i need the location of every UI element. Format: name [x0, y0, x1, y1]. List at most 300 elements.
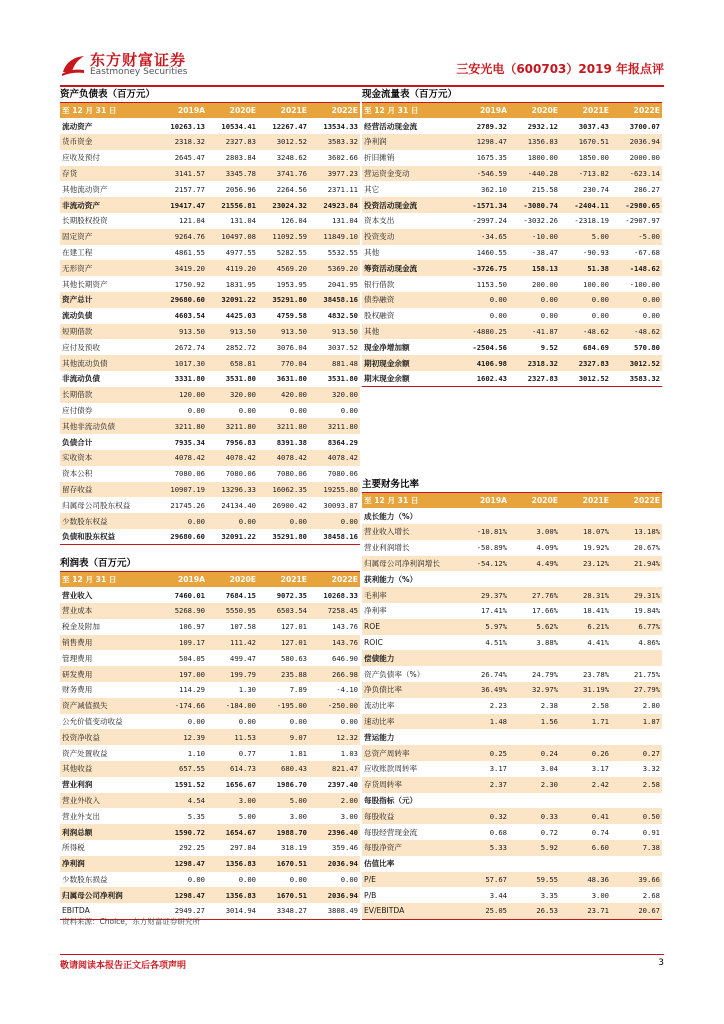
row-value: 2.30	[509, 777, 560, 793]
row-value: 48.36	[560, 872, 611, 888]
row-value	[458, 571, 509, 587]
row-value: 4977.55	[225, 248, 256, 258]
row-value: 0.00	[289, 717, 307, 727]
row-value: 127.01	[258, 635, 309, 651]
table-row	[362, 134, 662, 150]
row-label: 归属母公司股东权益	[62, 500, 131, 510]
row-value: 0.00	[238, 717, 256, 727]
row-label: 净负债比率	[362, 682, 458, 698]
row-value: 0.26	[560, 745, 611, 761]
row-label: 营业成本	[60, 603, 156, 619]
row-label: 折旧摊销	[364, 153, 395, 163]
page-header	[60, 46, 664, 84]
row-label: 投资变动	[362, 229, 458, 245]
table-row	[362, 556, 662, 572]
table-row	[60, 450, 360, 466]
row-value: 1953.95	[276, 279, 307, 289]
table-row	[60, 808, 360, 824]
row-value: 100.00	[583, 279, 609, 289]
row-value: 2.58	[591, 701, 609, 711]
row-value: -100.00	[629, 279, 660, 289]
row-value	[509, 856, 560, 872]
row-value: 0.00	[340, 406, 358, 416]
row-value: -3032.26	[523, 216, 558, 226]
row-value: 2852.72	[225, 342, 256, 352]
row-value: 0.00	[156, 513, 207, 529]
row-value	[560, 650, 611, 666]
table-row	[362, 181, 662, 197]
row-label: 期初现金余额	[362, 355, 458, 371]
row-value: 12.32	[309, 729, 360, 745]
row-label: P/B	[364, 890, 377, 900]
cash-flow-title: 现金流量表（百万元）	[362, 89, 458, 100]
row-label: 资产总计	[60, 292, 156, 308]
row-value: 9264.76	[156, 229, 207, 245]
table-row	[60, 324, 360, 340]
row-value: 2672.74	[174, 342, 205, 352]
row-value: 8391.38	[276, 437, 307, 447]
row-label: 营运资金变动	[362, 166, 458, 182]
row-value: 3.32	[642, 764, 660, 774]
row-label: 归属母公司净利润	[60, 887, 156, 903]
row-label: 银行借款	[364, 279, 395, 289]
row-value: 29680.60	[170, 532, 205, 542]
row-value: 684.69	[583, 342, 609, 352]
row-value: 2371.11	[327, 184, 358, 194]
row-value: 11.53	[207, 729, 258, 745]
column-header-date: 至 12 月 31 日	[362, 103, 458, 119]
row-value: 0.00	[289, 406, 307, 416]
row-value: 3808.49	[327, 906, 358, 916]
row-value: 3211.80	[156, 418, 207, 434]
row-value: -50.89%	[476, 543, 507, 553]
row-label: 其他	[364, 248, 380, 258]
row-value: 614.73	[207, 761, 258, 777]
row-value: 2932.12	[527, 121, 558, 131]
row-value: 5.97%	[458, 619, 509, 635]
table-row	[60, 166, 360, 182]
table-row	[362, 540, 662, 556]
table-row	[60, 793, 360, 809]
row-value: 3012.52	[578, 374, 609, 384]
row-value: 2949.27	[174, 906, 205, 916]
cash-flow-table	[362, 102, 662, 387]
row-value: 0.00	[458, 292, 509, 308]
table-row	[362, 229, 662, 245]
row-value: 6.60	[560, 840, 611, 856]
row-value: 0.00	[207, 513, 258, 529]
ratios-table	[362, 492, 662, 920]
row-value: 1602.43	[476, 374, 507, 384]
row-label: 研发费用	[60, 666, 156, 682]
row-value: 1656.67	[225, 780, 256, 790]
row-value: 35291.80	[258, 292, 309, 308]
row-value: 821.47	[309, 761, 360, 777]
row-value	[560, 793, 611, 809]
table-row	[362, 245, 662, 261]
row-value: 4.54	[156, 793, 207, 809]
row-value: 127.01	[281, 622, 307, 632]
table-row	[60, 387, 360, 403]
row-value: 3.17	[591, 764, 609, 774]
row-value: -2404.11	[560, 197, 611, 213]
balance-sheet-section	[60, 88, 360, 545]
balance-sheet-table	[60, 102, 360, 545]
table-row	[60, 497, 360, 513]
row-value: 21745.26	[170, 500, 205, 510]
row-value: 0.00	[340, 875, 358, 885]
row-label: 长期借款	[60, 387, 156, 403]
row-value: 32091.22	[221, 532, 256, 542]
row-value: 1356.83	[509, 134, 560, 150]
row-value: 131.04	[230, 216, 256, 226]
row-value: 11092.59	[258, 229, 309, 245]
row-value: 4.41%	[587, 638, 609, 648]
table-row	[362, 276, 662, 292]
row-value: 0.00	[238, 875, 256, 885]
footer-divider	[60, 954, 664, 955]
row-value: 2.68	[642, 890, 660, 900]
row-value: -2907.97	[625, 216, 660, 226]
row-value: 1.30	[238, 685, 256, 695]
row-value: 121.04	[179, 216, 205, 226]
row-label: 净利润	[362, 134, 458, 150]
row-value: 0.41	[560, 808, 611, 824]
row-value: 5.62%	[509, 619, 560, 635]
row-value	[509, 508, 560, 524]
column-header-year: 2020E	[509, 493, 560, 509]
row-value: 12.39	[156, 729, 207, 745]
row-value: 320.00	[309, 387, 360, 403]
row-value: 24.79%	[532, 669, 558, 679]
row-value: 504.05	[179, 653, 205, 663]
table-row	[362, 887, 662, 903]
column-header-year: 2021E	[258, 103, 309, 119]
table-row	[60, 856, 360, 872]
row-value: -3726.75	[458, 260, 509, 276]
row-value: 3211.80	[309, 418, 360, 434]
row-value: -5.00	[611, 229, 662, 245]
row-value: 2264.56	[276, 184, 307, 194]
row-value: 17.66%	[532, 606, 558, 616]
row-value	[560, 508, 611, 524]
row-value: 4759.58	[276, 311, 307, 321]
table-row	[362, 260, 662, 276]
column-header-year: 2019A	[458, 493, 509, 509]
row-value: 19417.47	[156, 197, 207, 213]
row-value	[611, 793, 662, 809]
row-value: 5.00	[258, 793, 309, 809]
row-value: 5550.95	[207, 603, 258, 619]
row-value: 39.66	[611, 872, 662, 888]
row-value: 0.91	[642, 827, 660, 837]
row-value: 4832.50	[327, 311, 358, 321]
row-value: 2803.84	[225, 153, 256, 163]
row-value: 5268.90	[156, 603, 207, 619]
table-row	[60, 213, 360, 229]
table-row	[60, 118, 360, 134]
row-value: 3.88%	[536, 638, 558, 648]
row-value: 3583.32	[309, 134, 360, 150]
row-value: 7080.06	[174, 469, 205, 479]
row-label: 每股收益	[362, 808, 458, 824]
column-header-date: 至 12 月 31 日	[60, 103, 156, 119]
row-value: 18.41%	[583, 606, 609, 616]
row-label: 少数股东权益	[60, 513, 156, 529]
row-value: 1153.50	[476, 279, 507, 289]
table-row	[60, 682, 360, 698]
row-value: 3.00	[207, 793, 258, 809]
row-value: 0.00	[611, 292, 662, 308]
table-header-row	[362, 493, 662, 509]
row-label: 无形资产	[60, 260, 156, 276]
row-value: 2056.96	[225, 184, 256, 194]
table-row	[60, 134, 360, 150]
row-value: 27.79%	[611, 682, 662, 698]
row-value: 1017.30	[156, 355, 207, 371]
row-value: 38458.16	[323, 532, 358, 542]
row-value: -195.00	[258, 698, 309, 714]
row-value: 0.00	[187, 875, 205, 885]
row-label: 营业收入增长	[362, 524, 458, 540]
row-value: 19255.80	[309, 482, 360, 498]
row-value: 1750.92	[174, 279, 205, 289]
row-value	[458, 729, 509, 745]
table-row	[60, 872, 360, 888]
row-value: 1670.51	[560, 134, 611, 150]
row-value	[509, 729, 560, 745]
table-row	[60, 729, 360, 745]
row-value: 4106.98	[458, 355, 509, 371]
column-header-year: 2020E	[207, 103, 258, 119]
row-value: 3037.52	[327, 342, 358, 352]
table-row	[60, 635, 360, 651]
row-value: 2318.32	[509, 355, 560, 371]
row-value: 21556.81	[207, 197, 258, 213]
row-value: 28.31%	[560, 587, 611, 603]
row-value: -440.28	[509, 166, 560, 182]
row-value: 658.81	[207, 355, 258, 371]
table-row	[362, 118, 662, 134]
row-value: 1356.83	[207, 887, 258, 903]
row-value: 0.00	[238, 406, 256, 416]
row-value: 16062.35	[258, 482, 309, 498]
row-value: 2327.83	[560, 355, 611, 371]
row-value: 3076.04	[276, 342, 307, 352]
row-value: -34.65	[458, 229, 509, 245]
row-value: 143.76	[332, 622, 358, 632]
row-value	[458, 508, 509, 524]
row-value: 3348.27	[276, 906, 307, 916]
row-label: 销售费用	[60, 635, 156, 651]
row-value: 23.78%	[583, 669, 609, 679]
row-value: 17.41%	[481, 606, 507, 616]
row-value: 1670.51	[258, 856, 309, 872]
row-value: 7956.83	[225, 437, 256, 447]
table-row	[60, 714, 360, 730]
row-label: 存货周转率	[362, 777, 458, 793]
column-header-year: 2021E	[560, 103, 611, 119]
row-label: 营业外支出	[62, 811, 100, 821]
row-value: 2157.77	[174, 184, 205, 194]
row-value: 2318.32	[156, 134, 207, 150]
row-value: 2.37	[458, 777, 509, 793]
row-value: 8364.29	[327, 437, 358, 447]
ratios-section	[362, 478, 662, 920]
row-value	[509, 571, 560, 587]
row-value: 4.49%	[509, 556, 560, 572]
table-row	[362, 729, 662, 745]
cash-flow-section	[362, 88, 662, 387]
row-label: 营业外收入	[60, 793, 156, 809]
row-value	[509, 793, 560, 809]
row-value: 111.42	[207, 635, 258, 651]
row-value: 143.76	[309, 635, 360, 651]
row-value: 0.77	[238, 748, 256, 758]
logo-text-cn: 东方财富证券	[90, 51, 187, 69]
column-header-year: 2022E	[309, 103, 360, 119]
row-value: 3211.80	[258, 418, 309, 434]
row-value: 30093.87	[323, 500, 358, 510]
table-row	[362, 745, 662, 761]
column-header-year: 2022E	[309, 572, 360, 588]
row-label: 归属母公司净利润增长	[362, 556, 458, 572]
row-value: 21.75%	[634, 669, 660, 679]
row-value	[611, 508, 662, 524]
table-row	[60, 482, 360, 498]
row-value: 0.00	[309, 513, 360, 529]
row-value: 131.04	[332, 216, 358, 226]
row-value: 23.71	[560, 903, 611, 919]
row-value: 4119.20	[207, 260, 258, 276]
table-row	[362, 508, 662, 524]
table-row	[362, 603, 662, 619]
row-value: -3080.74	[509, 197, 560, 213]
row-value: 0.72	[540, 827, 558, 837]
column-header-year: 2022E	[611, 103, 662, 119]
row-label: 毛利率	[362, 587, 458, 603]
row-label: 经营活动现金流	[364, 121, 418, 131]
header-divider	[60, 85, 664, 87]
row-value: 913.50	[156, 324, 207, 340]
row-value: 29680.60	[156, 292, 207, 308]
row-value: -4.10	[336, 685, 358, 695]
row-label: 管理费用	[62, 653, 93, 663]
row-value: 4603.54	[174, 311, 205, 321]
income-statement-title: 利润表（百万元）	[60, 558, 137, 569]
row-value: -713.82	[560, 166, 611, 182]
table-row	[60, 603, 360, 619]
row-value: 3977.23	[309, 166, 360, 182]
row-label: 其他非流动负债	[60, 418, 156, 434]
row-label: 财务费用	[62, 685, 93, 695]
row-value: 3331.80	[174, 374, 205, 384]
row-value: 913.50	[258, 324, 309, 340]
row-value: 4078.42	[258, 450, 309, 466]
row-label: 其他长期资产	[62, 279, 108, 289]
table-row	[362, 793, 662, 809]
row-value: 362.10	[481, 184, 507, 194]
table-row	[60, 308, 360, 324]
row-label: 总资产周转率	[362, 745, 458, 761]
row-value: 6503.54	[258, 603, 309, 619]
row-value: 0.00	[642, 311, 660, 321]
row-value: -41.87	[509, 324, 560, 340]
income-statement-table	[60, 571, 360, 920]
row-label: 营业收入	[62, 590, 93, 600]
row-value: 59.55	[509, 872, 560, 888]
row-label: 每股经营现金流	[364, 827, 418, 837]
table-row	[362, 698, 662, 714]
table-row	[60, 181, 360, 197]
row-value: 0.74	[591, 827, 609, 837]
row-value: 0.00	[560, 292, 611, 308]
table-row	[362, 714, 662, 730]
table-row	[60, 434, 360, 450]
eastmoney-logo-icon	[60, 52, 86, 78]
row-value: 10907.19	[156, 482, 207, 498]
table-row	[362, 619, 662, 635]
row-label: 营运能力	[364, 732, 395, 742]
column-header-year: 2020E	[207, 572, 258, 588]
table-row	[362, 150, 662, 166]
row-label: 短期借款	[60, 324, 156, 340]
row-value: 499.47	[230, 653, 256, 663]
row-label: 其他	[362, 324, 458, 340]
row-value: 0.50	[611, 808, 662, 824]
table-row	[60, 840, 360, 856]
table-row	[362, 824, 662, 840]
row-value: -2997.24	[472, 216, 507, 226]
row-value: 320.00	[207, 387, 258, 403]
row-value: 913.50	[309, 324, 360, 340]
row-value: 10268.33	[323, 590, 358, 600]
row-label: 负债和股东权益	[62, 532, 116, 542]
row-value: 0.25	[458, 745, 509, 761]
row-value: 1.56	[509, 714, 560, 730]
row-label: 税金及附加	[62, 622, 100, 632]
row-value: 1.81	[289, 748, 307, 758]
row-value: 6.21%	[560, 619, 611, 635]
table-row	[362, 587, 662, 603]
row-value: 1675.35	[476, 153, 507, 163]
table-header-row	[60, 572, 360, 588]
row-value: -48.62	[611, 324, 662, 340]
table-row	[60, 650, 360, 666]
row-value: 266.98	[309, 666, 360, 682]
row-value: 32.97%	[509, 682, 560, 698]
row-value	[560, 571, 611, 587]
row-label: 获利能力（%）	[364, 574, 418, 584]
row-value: 680.43	[258, 761, 309, 777]
row-value: 36.49%	[458, 682, 509, 698]
row-value: 3.04	[540, 764, 558, 774]
row-label: 流动资产	[62, 121, 93, 131]
row-label: 营业利润	[62, 780, 93, 790]
row-value: 51.38	[560, 260, 611, 276]
row-value: 570.80	[634, 342, 660, 352]
table-row	[362, 903, 662, 919]
ratios-title: 主要财务比率	[362, 479, 420, 490]
row-value: 2036.94	[611, 134, 662, 150]
table-row	[362, 808, 662, 824]
table-row	[60, 260, 360, 276]
row-value: 24923.84	[309, 197, 360, 213]
row-label: 资本支出	[364, 216, 395, 226]
row-value: 2036.94	[309, 856, 360, 872]
data-source-note: 资料来源：Choice，东方财富证券研究所	[62, 917, 200, 926]
row-value: 4.09%	[536, 543, 558, 553]
